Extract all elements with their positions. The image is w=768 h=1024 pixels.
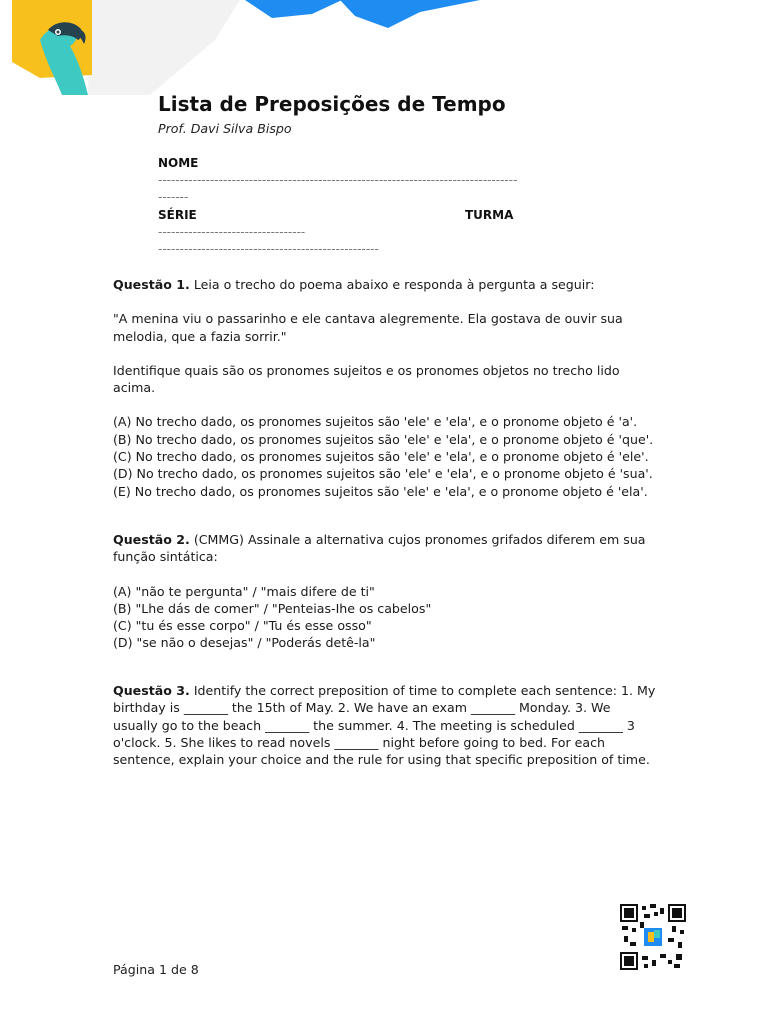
turma-line: ---------------------------------------------------	[158, 242, 379, 256]
turma-label: TURMA	[465, 208, 514, 222]
question-2-options	[113, 583, 658, 652]
question-3-intro	[113, 682, 658, 768]
nome-line: -----------------------------------------------------------------------------------	[158, 173, 518, 187]
question-1-quote: "A menina viu o passarinho e ele cantava alegremente. Ela gostava de ouvir sua melodia, que a fazia sorrir."	[113, 311, 623, 344]
option-b: (B) "Lhe dás de comer" / "Penteias-Ihe os cabelos"	[113, 600, 432, 616]
question-1-label: Questão 1.	[113, 277, 190, 292]
nome-line-continued: -------	[158, 190, 189, 204]
question-3	[113, 682, 658, 785]
option-b: (B) No trecho dado, os pronomes sujeitos são 'ele' e 'ela', e o pronome objeto é 'que'.	[113, 431, 654, 447]
question-3-text: Identify the correct preposition of time to complete each sentence: 1. My birthday is _______ the 15th of May. 2. We have an exam _______ Monday. 3. We usually go to the beach _______ the summer. 4. The meeting is scheduled _______ 3 o'clock. 5. She likes to read novels _______ night before going to bed. For each sentence, explain your choice and the rule for using that specific preposition of time.	[113, 683, 656, 768]
option-d: (D) "se não o desejas" / "Poderás detê-la"	[113, 635, 376, 651]
qr-code-icon	[620, 904, 686, 970]
question-2-intro	[113, 531, 658, 566]
question-2-label: Questão 2.	[113, 532, 190, 547]
option-c: (C) No trecho dado, os pronomes sujeitos são 'ele' e 'ela', e o pronome objeto é 'ele'.	[113, 449, 649, 465]
serie-line: ----------------------------------	[158, 225, 306, 239]
question-1-text: Leia o trecho do poema abaixo e responda à pergunta a seguir:	[193, 277, 595, 292]
question-2	[113, 531, 658, 652]
header-decoration	[0, 0, 768, 100]
question-1-intro	[113, 276, 658, 293]
option-d: (D) No trecho dado, os pronomes sujeitos são 'ele' e 'ela', e o pronome objeto é 'sua'.	[113, 466, 653, 482]
author-name: Prof. Davi Silva Bispo	[158, 121, 292, 136]
question-1-prompt: Identifique quais são os pronomes sujeitos e os pronomes objetos no trecho lido acima.	[113, 362, 620, 396]
option-a: (A) No trecho dado, os pronomes sujeitos são 'ele' e 'ela', e o pronome objeto é 'a'.	[113, 414, 638, 430]
question-1-options	[113, 413, 658, 499]
serie-label: SÉRIE	[158, 208, 197, 222]
question-1	[113, 276, 658, 500]
question-2-text: (CMMG) Assinale a alternativa cujos pronomes grifados diferem em sua função sintática:	[113, 532, 646, 565]
page-title: Lista de Preposições de Tempo	[158, 92, 506, 116]
page-number: Página 1 de 8	[113, 962, 199, 977]
option-c: (C) "tu és esse corpo" / "Tu és esse osso"	[113, 618, 372, 634]
option-a: (A) "não te pergunta" / "mais difere de ti"	[113, 583, 375, 599]
question-3-label: Questão 3.	[113, 683, 190, 698]
nome-label: NOME	[158, 156, 199, 170]
option-e: (E) No trecho dado, os pronomes sujeitos são 'ele' e 'ela', e o pronome objeto é 'ela'.	[113, 483, 648, 499]
